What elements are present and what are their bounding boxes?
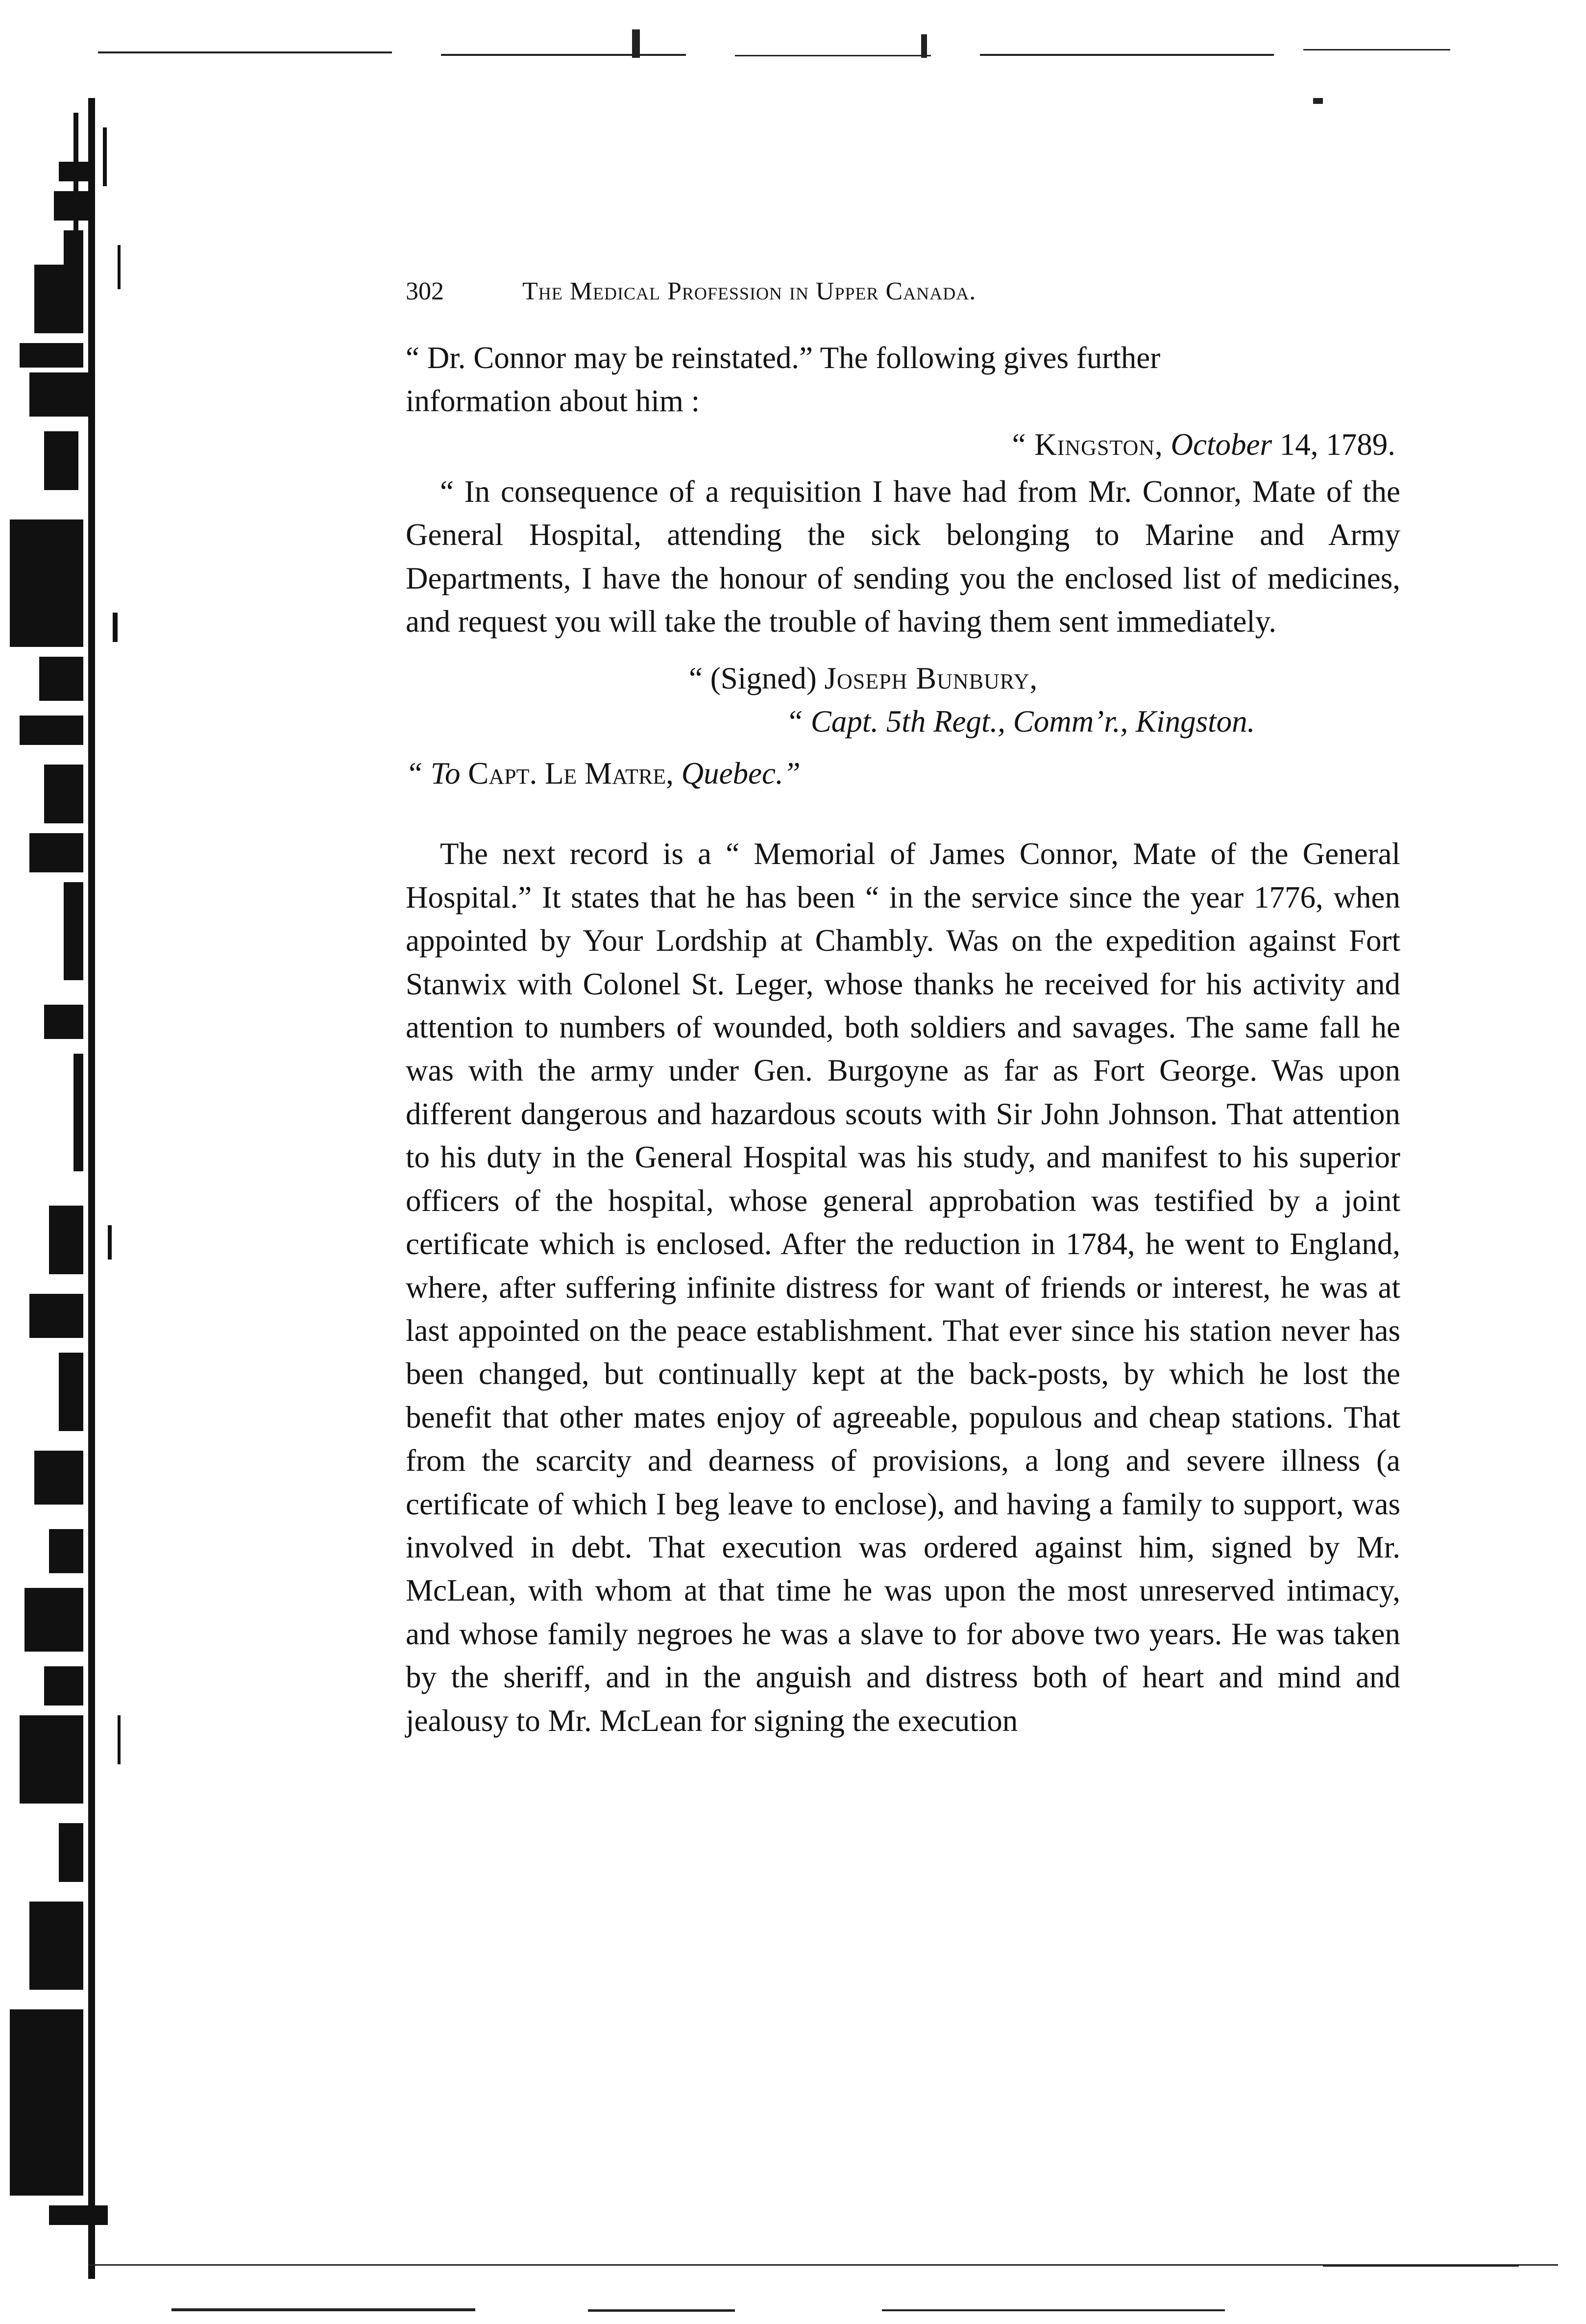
address-to: “ To	[406, 756, 461, 791]
dateline-day-year: 14, 1789.	[1279, 427, 1395, 462]
running-head-title: The Medical Profession in Upper Canada.	[522, 277, 976, 305]
dateline-month: October	[1171, 427, 1272, 462]
opening-text-1: “ Dr. Connor may be reinstated.” The following gives further	[406, 341, 1161, 375]
book-page	[406, 274, 1400, 1742]
address-place: Quebec.”	[681, 756, 801, 791]
scan-edge-bottom-artifact	[0, 2181, 1586, 2324]
running-head	[406, 274, 1400, 309]
letter-address	[406, 752, 1400, 795]
opening-line	[406, 336, 1400, 423]
dateline-place: “ Kingston,	[1012, 427, 1163, 462]
address-name: Capt. Le Matre,	[468, 756, 674, 791]
opening-text-2: information about him :	[406, 384, 700, 419]
scan-edge-top-artifact	[0, 0, 1586, 127]
signature-rank-line	[406, 700, 1400, 743]
letter-signature	[406, 657, 1400, 700]
signature-prefix: “ (Signed)	[689, 661, 817, 696]
letter-dateline	[406, 423, 1395, 466]
page-number: 302	[406, 277, 444, 305]
memorial-paragraph: The next record is a “ Memorial of James Connor, Mate of the General Hospital.” It states that he has been “ in the service since the year 1776, when appointed by Your Lordship at Chambly. Was on the expedition against Fort Stanwix with Colonel St. Leger, whose thanks he received for his activity and attention to numbers of wounded, both soldiers and savages. The same fall he was with the army under Gen. Burgoyne as far as Fort George. Was upon different dangerous and hazardous scouts with Sir John Johnson. That attention to his duty in the General Hospital was his study, and manifest to his superior officers of the hospital, whose general approbation was testified by a joint certificate which is enclosed. After the reduction in 1784, he went to England, where, after suffering infinite distress for want of friends or interest, he was at last appointed on the peace establishment. That ever since his station never has been changed, but continually kept at the back-posts, by which he lost the benefit that other mates enjoy of agreeable, populous and cheap stations. That from the scarcity and dearness of provisions, a long and severe illness (a certificate of which I beg leave to enclose), and having a family to support, was involved in debt. That execution was ordered against him, signed by Mr. McLean, with whom at that time he was upon the most unreserved intimacy, and whose family negroes he was a slave to for above two years. He was taken by the sheriff, and in the anguish and distress both of heart and mind and jealousy to Mr. McLean for signing the execution	[406, 837, 1400, 1738]
scan-edge-left-artifact	[0, 0, 162, 2324]
signature-name: Joseph Bunbury,	[824, 661, 1038, 696]
signature-rank: “ Capt. 5th Regt., Comm’r., Kingston.	[786, 704, 1255, 739]
letter-body: “ In consequence of a requisition I have had from Mr. Connor, Mate of the General Hospital, attending the sick belonging to Marine and Army Departments, I have the honour of sending you the enclosed list of medicines, and request you will take the trouble of having them sent immediately.	[406, 474, 1400, 639]
